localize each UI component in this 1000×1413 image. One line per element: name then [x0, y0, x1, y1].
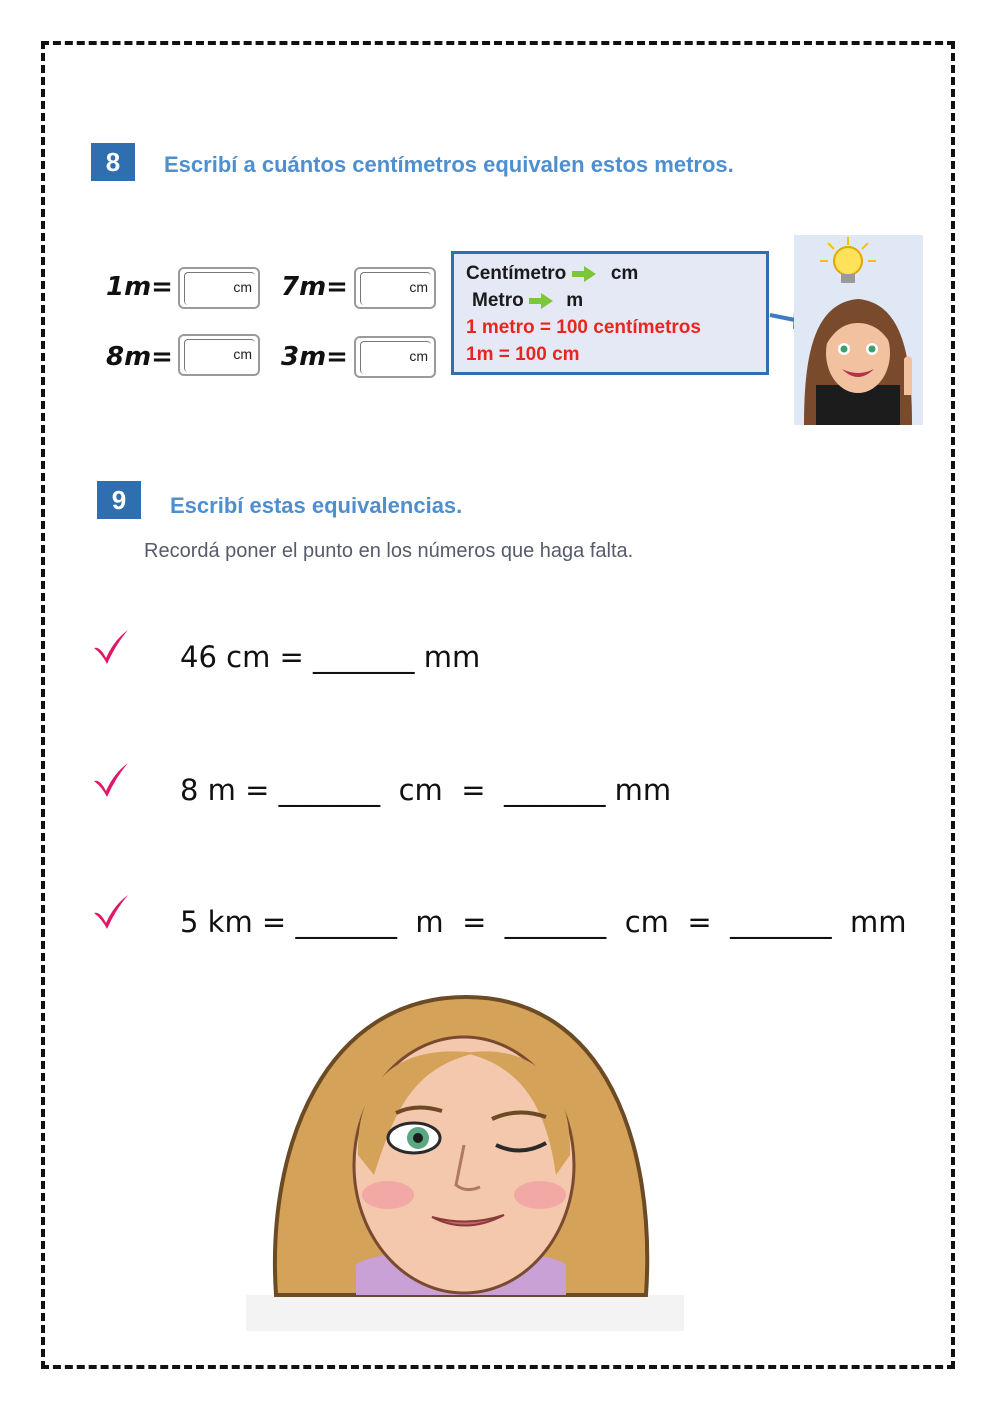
section-9-title: Escribí estas equivalencias.: [170, 493, 463, 518]
green-arrow-icon: [529, 293, 553, 309]
answer-box-7m[interactable]: [354, 267, 436, 309]
answer-box-3m[interactable]: [354, 336, 436, 378]
checkmark-icon: [92, 628, 130, 666]
teacher-avatar-lightbulb: [794, 235, 923, 425]
info-metro-equivalence: 1 metro = 100 centímetros: [466, 317, 701, 338]
unit-label: cm: [233, 346, 252, 362]
info-box: [451, 251, 769, 375]
equation-3: 5 km = _______ m = _______ cm = _______ mm: [180, 905, 907, 939]
checkmark-icon: [92, 893, 130, 931]
equation-1: 46 cm = _______ mm: [180, 640, 481, 674]
section-9-number: 9: [97, 481, 141, 519]
eq-label-8m: 8m=: [106, 342, 173, 372]
eq-label-3m: 3m=: [281, 342, 348, 372]
checkmark-icon: [92, 761, 130, 799]
info-abbr-m: m: [566, 290, 584, 311]
info-m-equivalence: 1m = 100 cm: [466, 344, 580, 365]
green-arrow-icon: [572, 266, 596, 282]
winking-avatar: [246, 995, 684, 1331]
unit-label: cm: [233, 279, 252, 295]
section-8-title: Escribí a cuántos centímetros equivalen estos metros.: [164, 152, 734, 177]
info-term-metro: Metro: [472, 290, 524, 311]
answer-box-1m[interactable]: [178, 267, 260, 309]
unit-label: cm: [409, 279, 428, 295]
eq-label-1m: 1m=: [106, 272, 173, 302]
unit-label: cm: [409, 348, 428, 364]
info-term-centimetro: Centímetro: [466, 263, 567, 284]
section-8-number: 8: [91, 143, 135, 181]
eq-label-7m: 7m=: [281, 272, 348, 302]
equation-2: 8 m = _______ cm = _______ mm: [180, 773, 672, 807]
answer-box-8m[interactable]: [178, 334, 260, 376]
section-9-note: Recordá poner el punto en los números que haga falta.: [144, 540, 634, 562]
info-abbr-cm: cm: [610, 263, 639, 284]
